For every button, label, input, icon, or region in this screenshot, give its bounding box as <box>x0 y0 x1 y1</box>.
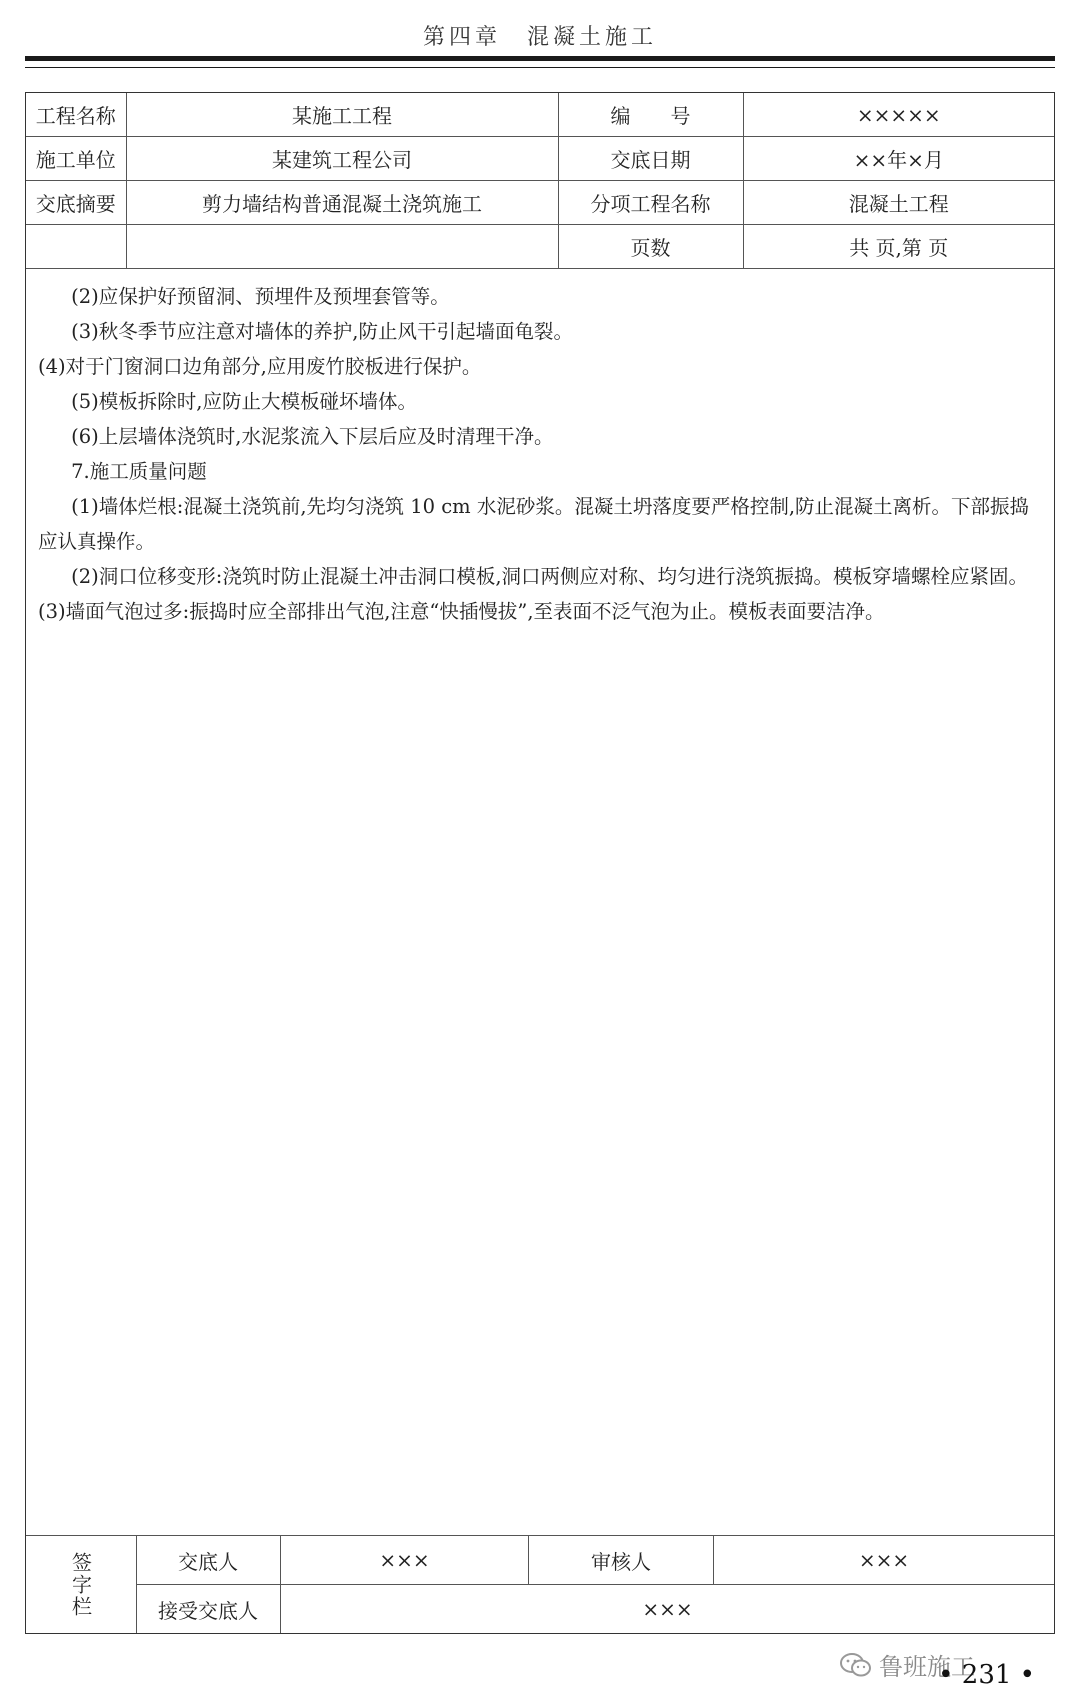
info-row <box>26 93 1054 137</box>
info-value: ××××× <box>743 93 1054 137</box>
handover-value: ××× <box>281 1536 529 1584</box>
content-paragraph: (6)上层墙体浇筑时,水泥浆流入下层后应及时清理干净。 <box>71 425 554 448</box>
info-label: 工程名称 <box>26 93 126 137</box>
reviewer-value: ××× <box>858 1548 910 1572</box>
content-paragraph: (4)对于门窗洞口边角部分,应用废竹胶板进行保护。 <box>38 355 482 378</box>
info-row <box>26 181 1054 225</box>
signature-section <box>26 1535 1054 1633</box>
header-rule-thin <box>25 67 1055 68</box>
signature-label-cell <box>26 1536 137 1633</box>
info-table <box>26 93 1054 269</box>
reviewer-label: 审核人 <box>529 1536 714 1584</box>
info-label: 交底日期 <box>558 137 743 181</box>
info-label <box>26 225 126 269</box>
signature-label: 签字栏 <box>68 1551 93 1618</box>
receiver-label: 接受交底人 <box>136 1585 281 1633</box>
content-paragraph: (3)墙面气泡过多:振捣时应全部排出气泡,注意“快插慢拔”,至表面不泛气泡为止。模板表面要洁净。 <box>38 600 885 623</box>
content-body <box>26 271 1054 1535</box>
info-value: 共 页,第 页 <box>743 225 1054 269</box>
header-rule-thick <box>25 56 1055 61</box>
content-paragraph: (5)模板拆除时,应防止大模板碰坏墙体。 <box>71 390 417 413</box>
content-paragraph: (3)秋冬季节应注意对墙体的养护,防止风干引起墙面龟裂。 <box>71 320 573 343</box>
disclosure-form <box>25 92 1055 1634</box>
signature-row <box>136 1536 1054 1585</box>
info-row <box>26 225 1054 269</box>
info-value: 某施工工程 <box>126 93 558 137</box>
info-value: ××年×月 <box>743 137 1054 181</box>
chapter-title: 第四章 混凝土施工 <box>422 25 657 50</box>
info-row <box>26 137 1054 181</box>
content-paragraph: (1)墙体烂根:混凝土浇筑前,先均匀浇筑 10 cm 水泥砂浆。混凝土坍落度要严格控制,防止混凝土离析。下部振捣应认真操作。 <box>38 495 1030 553</box>
page-number: • 231 • <box>938 1660 1035 1690</box>
section-heading: 7.施工质量问题 <box>71 460 207 483</box>
wechat-icon <box>839 1652 873 1678</box>
info-label: 编 号 <box>558 93 743 137</box>
info-value: 某建筑工程公司 <box>126 137 558 181</box>
signature-row <box>136 1585 1054 1633</box>
content-paragraph: (2)应保护好预留洞、预埋件及预埋套管等。 <box>71 285 450 308</box>
handover-label: 交底人 <box>136 1536 281 1584</box>
info-label: 分项工程名称 <box>558 181 743 225</box>
content-paragraph: (2)洞口位移变形:浇筑时防止混凝土冲击洞口模板,洞口两侧应对称、均匀进行浇筑振捣。模板穿墙螺栓应紧固。 <box>71 565 1029 588</box>
info-label: 交底摘要 <box>26 181 126 225</box>
watermark-text: 鲁班施工 <box>879 1653 975 1681</box>
info-label: 施工单位 <box>26 137 126 181</box>
info-label: 页数 <box>558 225 743 269</box>
info-value: 剪力墙结构普通混凝土浇筑施工 <box>126 181 558 225</box>
info-value: 混凝土工程 <box>743 181 1054 225</box>
info-value <box>126 225 558 269</box>
receiver-value: ××× <box>642 1597 693 1621</box>
